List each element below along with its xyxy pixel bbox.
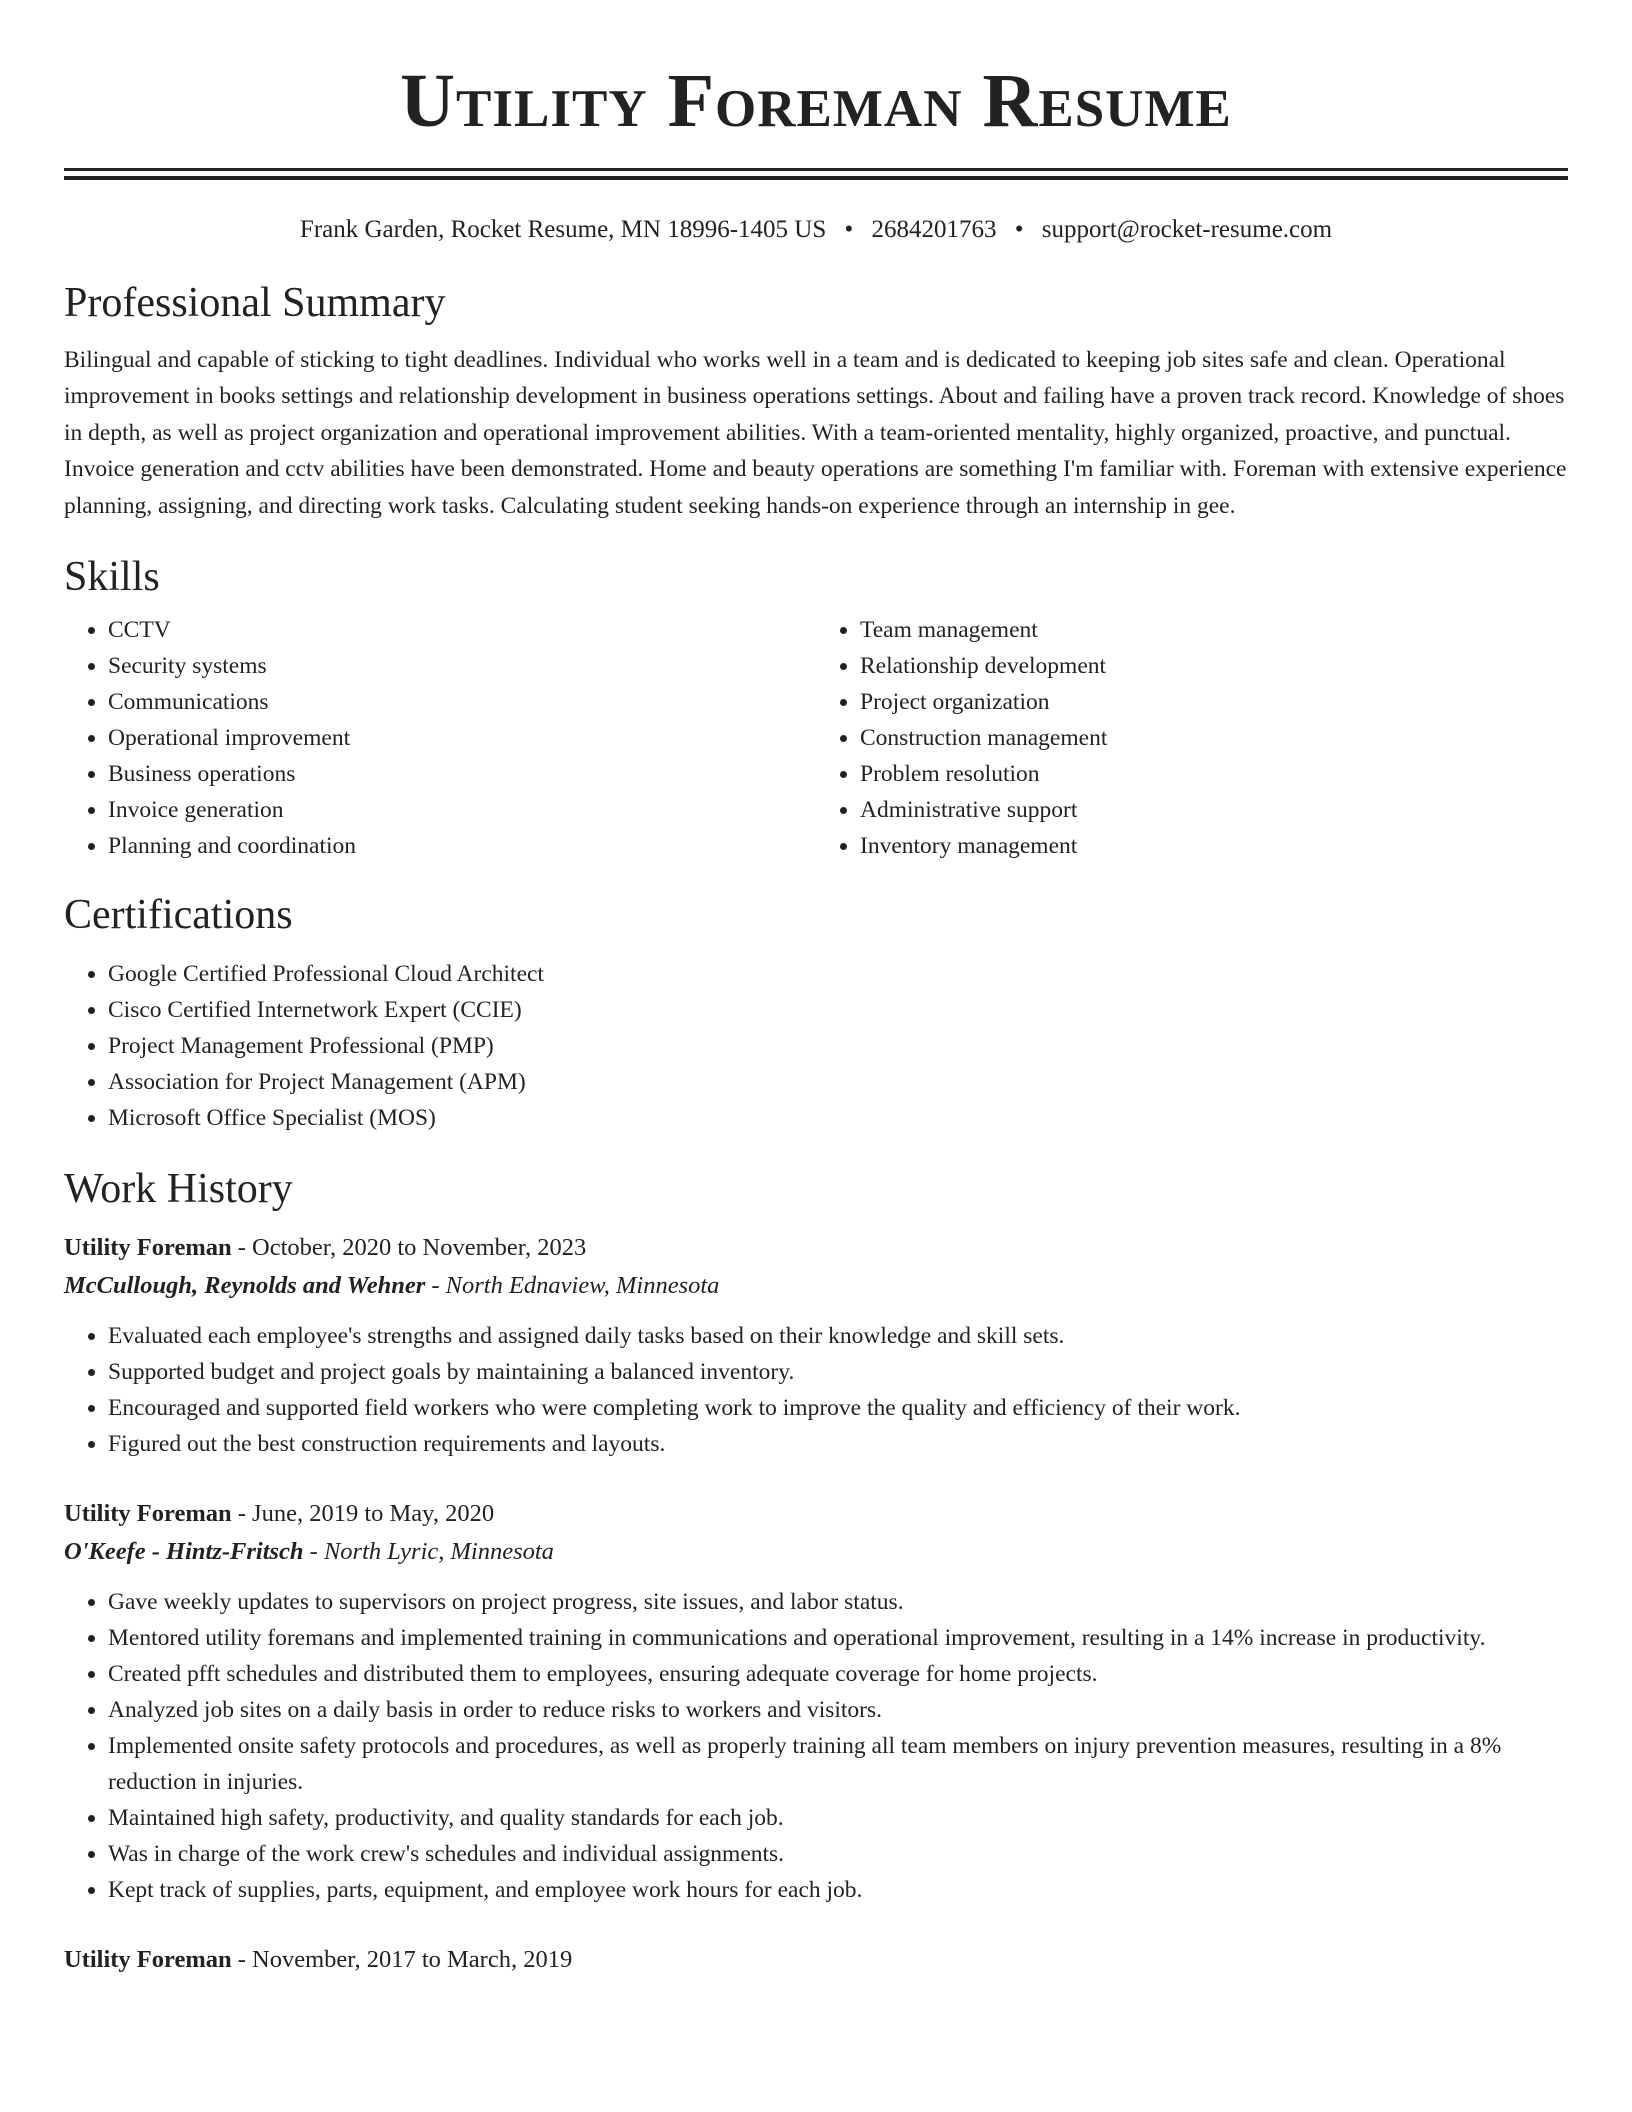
job-company-line <box>64 1266 1568 1306</box>
skill-item: • Communications <box>108 684 816 720</box>
skill-item: • CCTV <box>108 612 816 648</box>
job-duties <box>64 1584 1568 1908</box>
skill-item: • Business operations <box>108 756 816 792</box>
skills-section <box>64 552 1568 864</box>
skill-item: • Construction management <box>860 720 1568 756</box>
summary-section <box>64 278 1568 524</box>
job-duties <box>64 1318 1568 1462</box>
certifications-section <box>64 890 1568 1136</box>
work-history-heading: Work History <box>64 1166 293 1213</box>
title-divider-bottom <box>64 176 1568 180</box>
job-duty: • Encouraged and supported field workers who were completing work to improve the quality and efficiency of their work. <box>108 1390 1568 1426</box>
certifications-list <box>64 956 1568 1136</box>
work-history-section <box>64 1164 1568 1978</box>
job-entry <box>64 1942 1568 1978</box>
job-duty: • Kept track of supplies, parts, equipment, and employee work hours for each job. <box>108 1872 1568 1908</box>
job-dates: - November, 2017 to March, 2019 <box>231 1946 573 1974</box>
job-duty: • Created pfft schedules and distributed them to employees, ensuring adequate coverage for home projects. <box>108 1656 1568 1692</box>
job-title: Utility Foreman <box>64 1234 232 1262</box>
skill-item: • Inventory management <box>860 828 1568 864</box>
job-location: - North Lyric, Minnesota <box>303 1538 554 1566</box>
skill-item: • Problem resolution <box>860 756 1568 792</box>
skill-item: • Relationship development <box>860 648 1568 684</box>
skill-item: • Invoice generation <box>108 792 816 828</box>
job-entry <box>64 1230 1568 1462</box>
summary-heading: Professional Summary <box>64 280 446 326</box>
job-duty: • Analyzed job sites on a daily basis in order to reduce risks to workers and visitors. <box>108 1692 1568 1728</box>
job-title: Utility Foreman <box>64 1946 232 1974</box>
certifications-heading: Certifications <box>64 892 293 939</box>
job-duty: • Implemented onsite safety protocols and procedures, as well as properly training all team members on injury prevention measures, resulting in a 8% reduction in injuries. <box>108 1728 1568 1800</box>
resume-page <box>64 0 1568 1978</box>
skill-item: • Team management <box>860 612 1568 648</box>
certification-item: • Project Management Professional (PMP) <box>108 1028 1568 1064</box>
certification-item: • Association for Project Management (APM) <box>108 1064 1568 1100</box>
job-duty: • Mentored utility foremans and implemented training in communications and operational improvement, resulting in a 14% increase in productivity. <box>108 1620 1568 1656</box>
contact-line <box>64 214 1568 246</box>
job-location: - North Ednaview, Minnesota <box>425 1272 720 1300</box>
job-dates: - June, 2019 to May, 2020 <box>231 1500 495 1528</box>
skill-item: • Planning and coordination <box>108 828 816 864</box>
job-duty: • Figured out the best construction requirements and layouts. <box>108 1426 1568 1462</box>
job-title-line <box>64 1942 1568 1978</box>
skills-heading: Skills <box>64 554 160 601</box>
resume-title: Utility Foreman Resume <box>400 59 1232 143</box>
job-title-line <box>64 1496 1568 1532</box>
skill-item: • Project organization <box>860 684 1568 720</box>
job-title-line <box>64 1230 1568 1266</box>
contact-address: Frank Garden, Rocket Resume, MN 18996-1405 US <box>299 216 827 243</box>
skill-item: • Administrative support <box>860 792 1568 828</box>
certification-item: • Cisco Certified Internetwork Expert (CCIE) <box>108 992 1568 1028</box>
contact-phone: 2684201763 <box>871 216 997 243</box>
job-dates: - October, 2020 to November, 2023 <box>231 1234 587 1262</box>
skills-columns <box>64 612 1568 864</box>
certification-item: • Microsoft Office Specialist (MOS) <box>108 1100 1568 1136</box>
job-duty: • Supported budget and project goals by maintaining a balanced inventory. <box>108 1354 1568 1390</box>
job-company: McCullough, Reynolds and Wehner <box>64 1272 426 1300</box>
contact-separator: • <box>844 216 854 243</box>
job-duty: • Was in charge of the work crew's schedules and individual assignments. <box>108 1836 1568 1872</box>
summary-text: Bilingual and capable of sticking to tight deadlines. Individual who works well in a team and is dedicated to keeping job sites safe and clean. Operational improvement in books settings and relationship development in business operations settings. About and failing have a proven track record. Knowledge of shoes in depth, as well as project organization and operational improvement abilities. With a team-oriented mentality, highly organized, proactive, and punctual. Invoice generation and cctv abilities have been demonstrated. Home and beauty operations are something I'm familiar with. Foreman with extensive experience planning, assigning, and directing work tasks. Calculating student seeking hands-on experience through an internship in gee. <box>64 347 1567 519</box>
job-company-line <box>64 1532 1568 1572</box>
job-duty: • Evaluated each employee's strengths and assigned daily tasks based on their knowledge and skill sets. <box>108 1318 1568 1354</box>
job-entry <box>64 1496 1568 1908</box>
job-duty: • Maintained high safety, productivity, and quality standards for each job. <box>108 1800 1568 1836</box>
job-title: Utility Foreman <box>64 1500 232 1528</box>
skills-list-right <box>816 612 1568 864</box>
skill-item: • Security systems <box>108 648 816 684</box>
job-company: O'Keefe - Hintz-Fritsch <box>64 1538 304 1566</box>
contact-email: support@rocket-resume.com <box>1041 216 1333 243</box>
skill-item: • Operational improvement <box>108 720 816 756</box>
job-duty: • Gave weekly updates to supervisors on project progress, site issues, and labor status. <box>108 1584 1568 1620</box>
skills-list-left <box>64 612 816 864</box>
certification-item: • Google Certified Professional Cloud Architect <box>108 956 1568 992</box>
contact-separator: • <box>1014 216 1024 243</box>
